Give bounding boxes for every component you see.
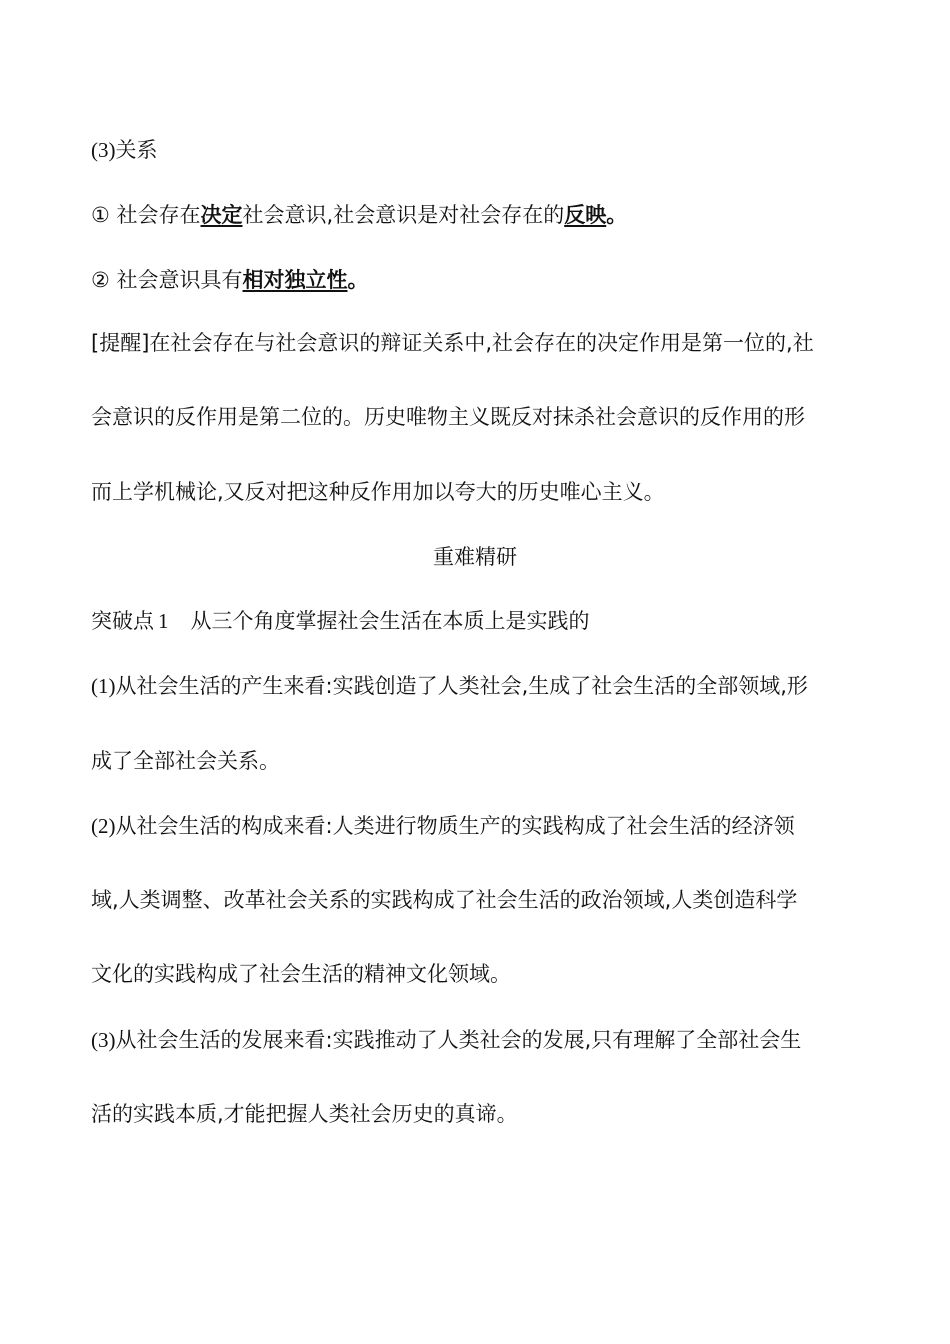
point-3-number: (3) — [91, 1028, 116, 1052]
reminder-line-2: 会意识的反作用是第二位的。历史唯物主义既反对抹杀社会意识的反作用的形 — [91, 405, 805, 429]
breakthrough-label: 突破点 — [91, 609, 154, 633]
point-2-text: 从社会生活的构成来看:人类进行物质生产的实践构成了社会生活的经济领 — [115, 814, 795, 838]
point-2-line-1 — [91, 811, 860, 841]
relation-heading-number: (3) — [91, 138, 116, 162]
item-1-text-a: 社会存在 — [109, 203, 201, 227]
point-2-line-2: 域,人类调整、改革社会关系的实践构成了社会生活的政治领域,人类创造科学 — [91, 888, 798, 912]
point-1-number: (1) — [91, 674, 116, 698]
point-1-line-2: 成了全部社会关系。 — [91, 749, 280, 773]
reminder-line-1: [提醒]在社会存在与社会意识的辩证关系中,社会存在的决定作用是第一位的,社 — [91, 331, 814, 355]
point-3-line-1 — [91, 1025, 860, 1055]
item-2-marker: ② — [91, 268, 110, 292]
reminder-line-3: 而上学机械论,又反对把这种反作用加以夸大的历史唯心主义。 — [91, 480, 665, 504]
breakthrough-number: 1 — [158, 609, 169, 633]
keyword-reflect: 反映 — [564, 203, 607, 227]
item-1-text-c: 。 — [606, 203, 628, 227]
keyword-relative-independence: 相对独立性 — [242, 268, 348, 292]
point-3-line-2: 活的实践本质,才能把握人类社会历史的真谛。 — [91, 1102, 518, 1126]
point-2-line-3: 文化的实践构成了社会生活的精神文化领域。 — [91, 962, 511, 986]
section-title: 重难精研 — [433, 545, 517, 569]
breakthrough-heading — [91, 606, 860, 636]
keyword-decide: 决定 — [200, 203, 243, 227]
point-2-number: (2) — [91, 814, 116, 838]
item-1-marker: ① — [91, 203, 110, 227]
item-2-text-a: 社会意识具有 — [109, 268, 243, 292]
item-1-text-b: 社会意识,社会意识是对社会存在的 — [242, 203, 565, 227]
breakthrough-title: 从三个角度掌握社会生活在本质上是实践的 — [190, 609, 590, 633]
point-1-text: 从社会生活的产生来看:实践创造了人类社会,生成了社会生活的全部领域,形 — [115, 674, 808, 698]
relation-item-2 — [91, 265, 860, 295]
relation-heading-text: 关系 — [115, 138, 158, 162]
relation-heading — [91, 135, 860, 165]
item-2-text-b: 。 — [347, 268, 369, 292]
relation-item-1 — [91, 200, 860, 230]
point-1-line-1 — [91, 671, 860, 701]
point-3-text: 从社会生活的发展来看:实践推动了人类社会的发展,只有理解了全部社会生 — [115, 1028, 802, 1052]
